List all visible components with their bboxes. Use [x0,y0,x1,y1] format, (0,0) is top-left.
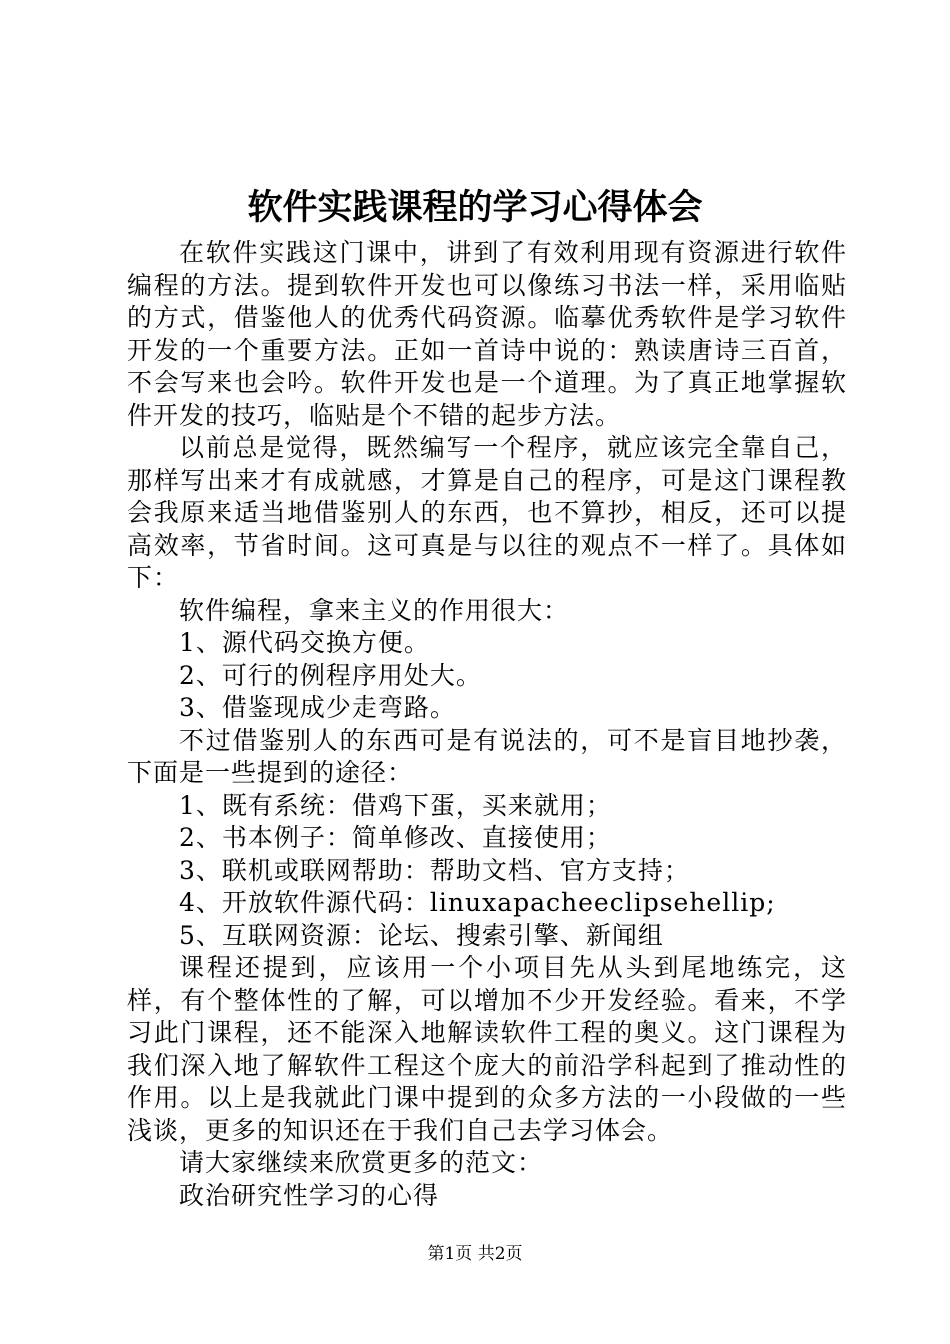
closing-line: 请大家继续来欣赏更多的范文： [179,1148,544,1177]
paragraph-conclusion: 课程还提到，应该用一个小项目先从头到尾地练完，这样，有个整体性的了解，可以增加不少开发经验。看来，不学习此门课程，还不能深入地解读软件工程的奥义。这门课程为我们深入地了解软件工程这个庞大的前沿学科起到了推动性的作用。以上是我就此门课中提到的众多方法的一小段做的一些浅谈，更多的知识还在于我们自己去学习体会。 [127,953,847,1145]
document-body [127,237,847,1212]
list-item: 2、可行的例程序用处大。 [179,660,482,690]
related-article-link: 政治研究性学习的心得 [179,1180,440,1210]
list-item: 5、互联网资源：论坛、搜索引擎、新闻组 [179,920,664,950]
list-item: 3、联机或联网帮助：帮助文档、官方支持； [179,855,690,885]
list-item: 1、源代码交换方便。 [179,628,430,657]
list-item: 4、开放软件源代码：linuxapacheeclipsehellip; [179,888,776,917]
page-number-footer: 第1页 共2页 [427,1244,523,1264]
paragraph-reflection: 以前总是觉得，既然编写一个程序，就应该完全靠自己，那样写出来才有成就感，才算是自己的程序，可是这门课程教会我原来适当地借鉴别人的东西，也不算抄，相反，还可以提高效率，节省时间。这可真是与以往的观点不一样了。具体如下： [127,433,847,592]
list-item: 2、书本例子：简单修改、直接使用； [179,823,612,852]
list-item: 1、既有系统：借鸡下蛋，买来就用； [179,790,612,820]
document-title: 软件实践课程的学习心得体会 [247,188,703,228]
list-item: 3、借鉴现成少走弯路。 [179,693,456,722]
paragraph-methods-intro: 不过借鉴别人的东西可是有说法的，可不是盲目地抄袭，下面是一些提到的途径： [127,725,847,787]
benefits-intro-line: 软件编程，拿来主义的作用很大： [179,595,570,625]
paragraph-intro: 在软件实践这门课中，讲到了有效利用现有资源进行软件编程的方法。提到软件开发也可以像练习书法一样，采用临贴的方式，借鉴他人的优秀代码资源。临摹优秀软件是学习软件开发的一个重要方法。正如一首诗中说的：熟读唐诗三百首，不会写来也会吟。软件开发也是一个道理。为了真正地掌握软件开发的技巧，临贴是个不错的起步方法。 [127,238,847,430]
